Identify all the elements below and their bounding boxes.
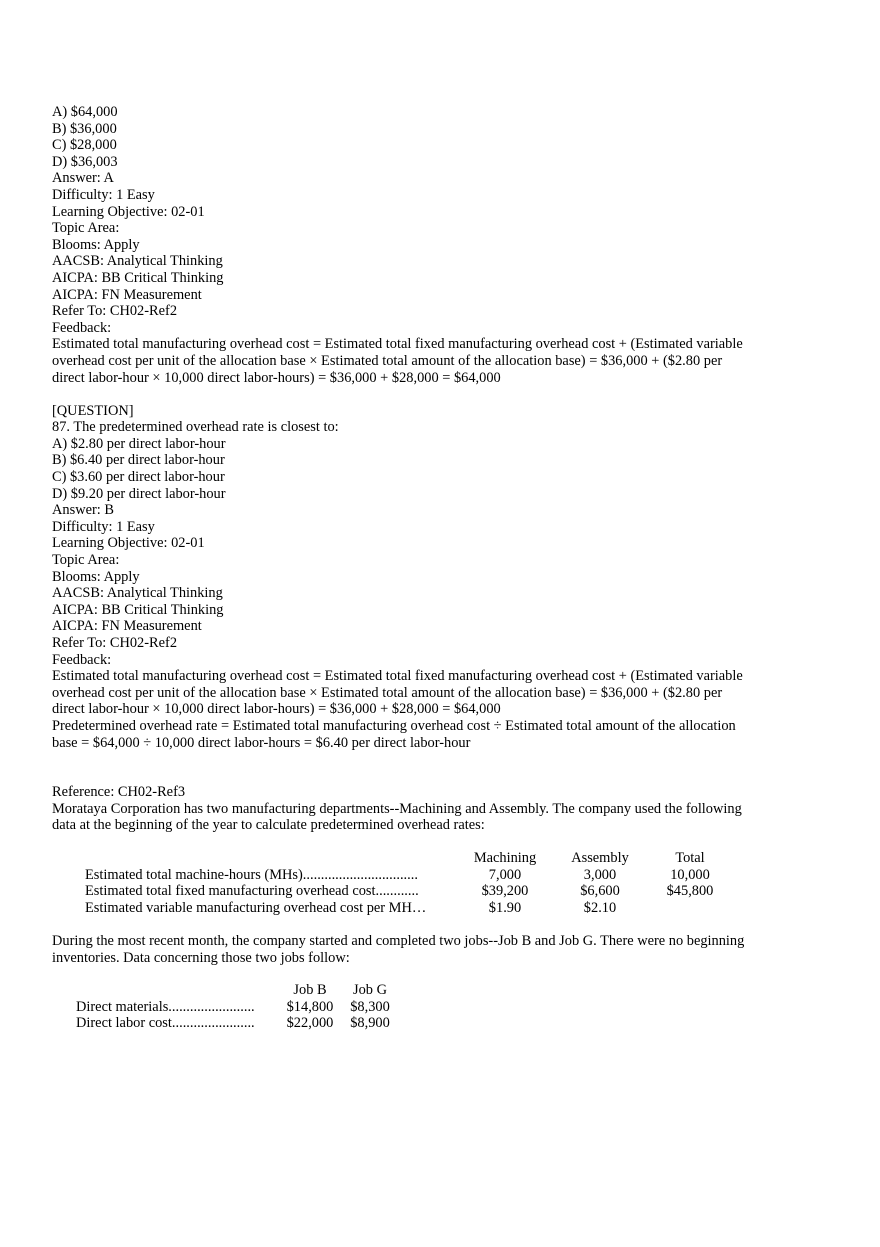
q87-difficulty: Difficulty: 1 Easy [52, 518, 155, 535]
column-header-job-b: Job B [293, 982, 327, 999]
q87-feedback-1: Estimated total manufacturing overhead cost = Estimated total fixed manufacturing overhead cost + (Estimated variable overhead cost per unit of the allocation base × Estimated total amount of the allocation base) = $36,000 + ($2.80 per direct labor-hour × 10,000 direct labor-hours) = $36,000 + $28,000 = $64,000 [52, 668, 743, 718]
q87-feedback-label: Feedback: [52, 651, 112, 668]
q87-tag: [QUESTION] [52, 402, 134, 419]
q87-aicpa-bb: AICPA: BB Critical Thinking [52, 601, 224, 618]
table-row [85, 900, 735, 917]
q87-objective: Learning Objective: 02-01 [52, 535, 205, 552]
document-page [52, 104, 752, 1032]
cell-job-g: $8,900 [350, 1015, 390, 1032]
cell-total: 10,000 [670, 866, 710, 883]
q87-option-b: B) $6.40 per direct labor-hour [52, 452, 225, 469]
cell-total [645, 900, 735, 917]
cell-assembly: 3,000 [583, 866, 617, 883]
q87-aicpa-fn: AICPA: FN Measurement [52, 618, 202, 635]
cell-assembly: $2.10 [583, 899, 617, 916]
q87-option-a: A) $2.80 per direct labor-hour [52, 435, 226, 452]
row-label: Estimated variable manufacturing overhead cost per MH… [85, 899, 427, 916]
cell-job-b: $14,800 [286, 998, 334, 1015]
table-row [76, 999, 398, 1016]
cell-machining: 7,000 [488, 866, 522, 883]
table-row [85, 883, 735, 900]
q86-topic: Topic Area: [52, 220, 120, 237]
q86-aicpa-fn: AICPA: FN Measurement [52, 286, 202, 303]
column-header-machining: Machining [473, 849, 537, 866]
q86-refer: Refer To: CH02-Ref2 [52, 303, 178, 320]
q86-difficulty: Difficulty: 1 Easy [52, 186, 155, 203]
table-header-row [76, 982, 398, 999]
q86-option-b: B) $36,000 [52, 120, 117, 137]
q87-refer: Refer To: CH02-Ref2 [52, 635, 178, 651]
table-row [76, 1015, 398, 1032]
reference-intro: Morataya Corporation has two manufacturing departments--Machining and Assembly. The company used the following data at the beginning of the year to calculate predetermined overhead rates: [52, 800, 742, 834]
cell-machining: $39,200 [481, 883, 529, 900]
q87-topic: Topic Area: [52, 552, 120, 569]
q87-option-d: D) $9.20 per direct labor-hour [52, 485, 226, 502]
jobs-intro: During the most recent month, the company started and completed two jobs--Job B and Job G. There were no beginning inventories. Data concerning those two jobs follow: [52, 932, 745, 966]
cell-machining: $1.90 [488, 899, 522, 916]
q87-aacsb: AACSB: Analytical Thinking [52, 585, 223, 602]
column-header-job-g: Job G [353, 982, 387, 999]
cell-job-g: $8,300 [350, 998, 390, 1015]
reference-title: Reference: CH02-Ref3 [52, 784, 186, 801]
q86-feedback: Estimated total manufacturing overhead cost = Estimated total fixed manufacturing overhead cost + (Estimated variable overhead cost per unit of the allocation base × Estimated total amount of the allocation base) = $36,000 + ($2.80 per direct labor-hour × 10,000 direct labor-hours) = $36,000 + $28,000 = $64,000 [52, 336, 743, 386]
q86-option-c: C) $28,000 [52, 137, 117, 154]
row-label: Direct materials........................ [76, 998, 255, 1015]
q86-option-d: D) $36,003 [52, 153, 118, 170]
jobs-data-table [76, 982, 398, 1032]
q86-aacsb: AACSB: Analytical Thinking [52, 253, 223, 270]
q87-option-c: C) $3.60 per direct labor-hour [52, 469, 225, 486]
cell-total: $45,800 [666, 883, 714, 900]
cell-job-b: $22,000 [286, 1015, 334, 1032]
q87-answer: Answer: B [52, 502, 114, 519]
row-label: Direct labor cost....................... [76, 1015, 255, 1032]
q86-feedback-label: Feedback: [52, 319, 112, 336]
row-label: Estimated total fixed manufacturing overhead cost............ [85, 883, 419, 900]
q86-option-a: A) $64,000 [52, 104, 118, 120]
department-data-table [85, 850, 735, 916]
cell-assembly: $6,600 [580, 883, 620, 900]
table-header-row [85, 850, 735, 867]
q87-feedback-2: Predetermined overhead rate = Estimated total manufacturing overhead cost ÷ Estimated total amount of the allocation base = $64,000 ÷ 10,000 direct labor-hours = $6.40 per direct labor-hour [52, 717, 736, 751]
q87-blooms: Blooms: Apply [52, 568, 140, 585]
q86-blooms: Blooms: Apply [52, 236, 140, 253]
table-row [85, 867, 735, 884]
q86-answer: Answer: A [52, 170, 114, 187]
q86-aicpa-bb: AICPA: BB Critical Thinking [52, 269, 224, 286]
q87-question: 87. The predetermined overhead rate is closest to: [52, 419, 339, 436]
row-label: Estimated total machine-hours (MHs)................................ [85, 866, 418, 883]
q86-objective: Learning Objective: 02-01 [52, 203, 205, 220]
column-header-assembly: Assembly [571, 849, 629, 866]
column-header-total: Total [675, 849, 705, 866]
